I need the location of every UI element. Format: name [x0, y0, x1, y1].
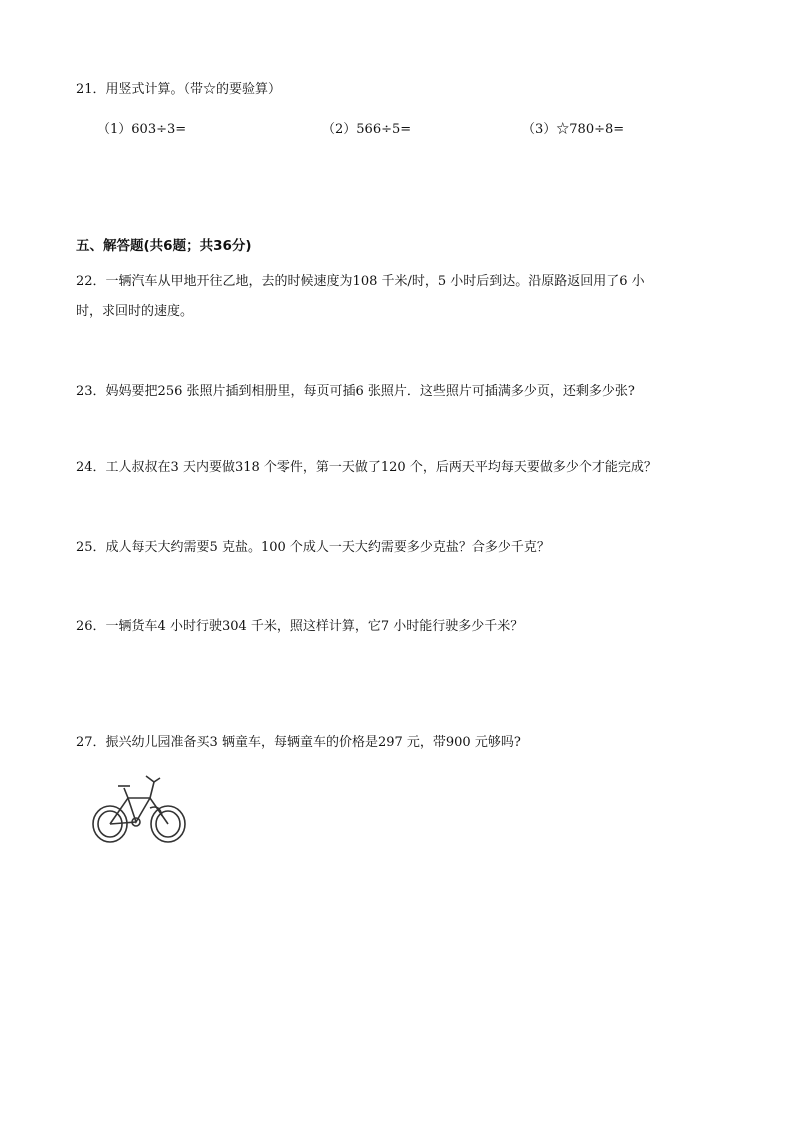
question-23: 23．妈妈要把256 张照片插到相册里，每页可插6 张照片．这些照片可插满多少页，还剩多少张? [76, 384, 635, 399]
question-25: 25．成人每天大约需要5 克盐。100 个成人一天大约需要多少克盐？合多少千克？ [76, 540, 550, 555]
question-27: 27．振兴幼儿园准备买3 辆童车，每辆童车的价格是297 元，带900 元够吗? [76, 735, 521, 750]
section-5-heading: 五、解答题(共6题；共36分) [76, 238, 252, 254]
bicycle-icon [90, 768, 190, 846]
question-21-title: 21．用竖式计算。（带☆的要验算） [76, 82, 282, 97]
question-21-item-1: （1）603÷3= [97, 122, 187, 137]
question-26: 26．一辆货车4 小时行驶304 千米，照这样计算，它7 小时能行驶多少千米？ [76, 619, 524, 634]
question-21-item-2: （2）566÷5= [322, 122, 412, 137]
question-21-item-3: （3）☆780÷8= [522, 122, 625, 137]
question-22-line-2: 时，求回时的速度。 [76, 304, 194, 319]
question-22-line-1: 22．一辆汽车从甲地开往乙地，去的时候速度为108 千米/时，5 小时后到达。沿原路返回用了6 小 [76, 274, 645, 289]
question-24: 24．工人叔叔在3 天内要做318 个零件，第一天做了120 个，后两天平均每天要做多少个才能完成？ [76, 460, 657, 475]
